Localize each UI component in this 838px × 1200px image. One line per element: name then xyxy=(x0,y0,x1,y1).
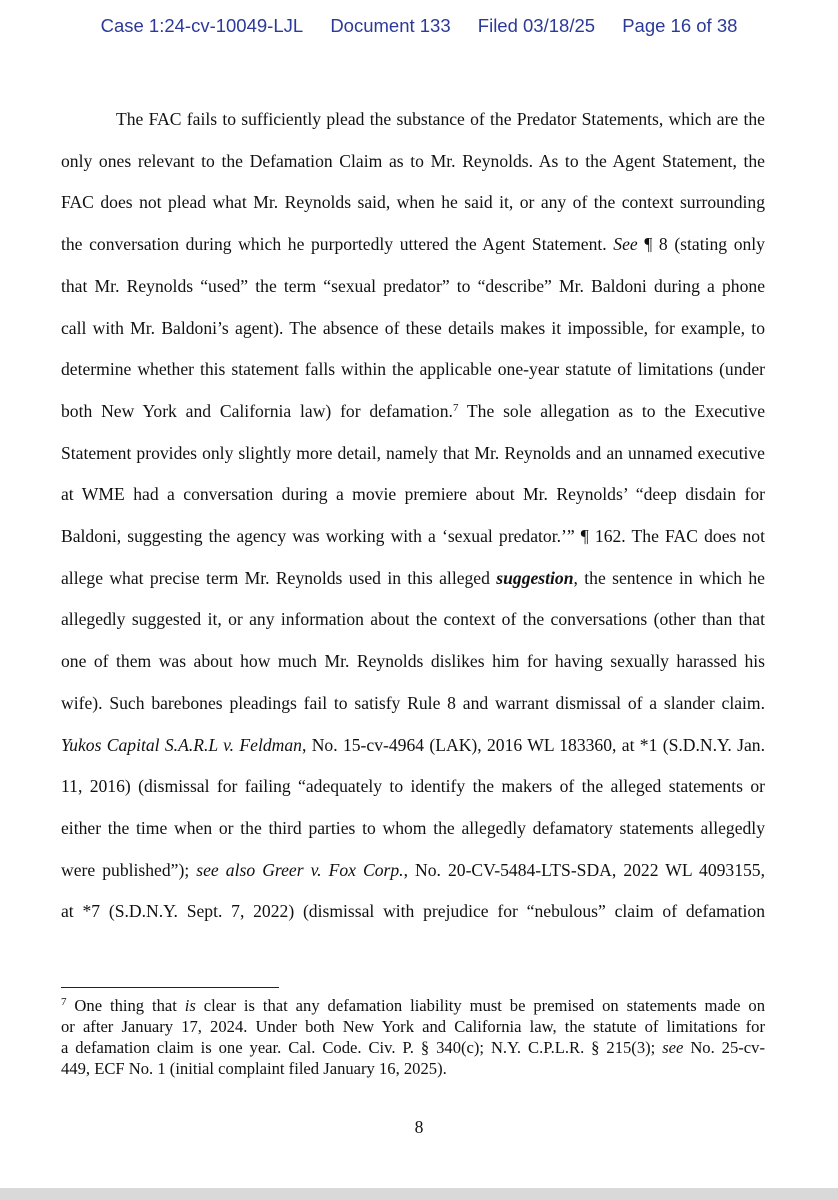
body-line xyxy=(61,775,765,797)
footnote-rule xyxy=(61,987,279,988)
text-run: ¶ 8 (stating only xyxy=(637,234,765,255)
page-indicator: Page 16 of 38 xyxy=(622,15,738,36)
text-run: at *7 (S.D.N.Y. Sept. 7, 2022) (dismissal with prejudice for “nebulous” claim of defamation xyxy=(61,901,765,922)
footnote-line xyxy=(61,1059,765,1079)
text-run: allegedly suggested it, or any information about the context of the conversations (other than that xyxy=(61,609,765,630)
text-run: clear is that any defamation liability must be premised on statements made on xyxy=(195,996,765,1015)
body-line xyxy=(61,358,765,380)
body-line xyxy=(61,567,765,589)
body-line xyxy=(61,650,765,672)
footnote-line xyxy=(61,1038,765,1058)
text-run: a defamation claim is one year. Cal. Code. Civ. P. § 340(c); N.Y. C.P.L.R. § 215(3); xyxy=(61,1038,663,1057)
text-run: is xyxy=(184,996,196,1015)
document-number: Document 133 xyxy=(330,15,451,36)
text-run: see also Greer v. Fox Corp. xyxy=(196,859,404,880)
text-run: at WME had a conversation during a movie premiere about Mr. Reynolds’ “deep disdain for xyxy=(61,484,765,505)
text-run: that Mr. Reynolds “used” the term “sexual predator” to “describe” Mr. Baldoni during a phone xyxy=(61,275,765,296)
filed-date: Filed 03/18/25 xyxy=(477,15,596,36)
text-run: see xyxy=(662,1038,684,1057)
body-line xyxy=(61,400,765,422)
body-line xyxy=(61,191,765,213)
text-run: One thing that xyxy=(66,996,185,1015)
text-run: , No. 15-cv-4964 (LAK), 2016 WL 183360, at *1 (S.D.N.Y. Jan. xyxy=(301,734,766,755)
text-run: FAC does not plead what Mr. Reynolds said, when he said it, or any of the context surrounding xyxy=(61,192,765,213)
text-run: Yukos Capital S.A.R.L v. Feldman xyxy=(61,734,302,755)
footnote-marker: 7 xyxy=(61,996,67,1008)
text-run: Statement provides only slightly more detail, namely that Mr. Reynolds and an unnamed executive xyxy=(61,442,765,463)
text-run: the conversation during which he purportedly uttered the Agent Statement. xyxy=(61,234,614,255)
text-run: allege what precise term Mr. Reynolds used in this alleged xyxy=(61,567,497,588)
case-number: Case 1:24-cv-10049-LJL xyxy=(100,15,304,36)
text-run: 11, 2016) (dismissal for failing “adequately to identify the makers of the alleged statements or xyxy=(61,776,765,797)
body-line xyxy=(116,108,765,130)
text-run: both New York and California law) for defamation. xyxy=(61,400,453,421)
body-line xyxy=(61,483,765,505)
footnote-line xyxy=(61,1017,765,1037)
filing-header xyxy=(0,15,838,37)
body-line xyxy=(61,817,765,839)
body-line xyxy=(61,608,765,630)
text-run: 449, ECF No. 1 (initial complaint filed January 16, 2025). xyxy=(61,1059,447,1078)
text-run: Baldoni, suggesting the agency was working with a ‘sexual predator.’” ¶ 162. The FAC does not xyxy=(61,526,765,546)
text-run: wife). Such barebones pleadings fail to satisfy Rule 8 and warrant dismissal of a slander claim. xyxy=(61,692,765,713)
text-run: determine whether this statement falls within the applicable one-year statute of limitations (under xyxy=(61,359,765,380)
body-line xyxy=(61,900,765,922)
text-run: The FAC fails to sufficiently plead the substance of the Predator Statements, which are the xyxy=(116,109,765,129)
footnote-marker: 7 xyxy=(452,401,459,414)
body-line xyxy=(61,233,765,255)
text-run: were published”); xyxy=(61,859,197,880)
text-run: call with Mr. Baldoni’s agent). The absence of these details makes it impossible, for example, to xyxy=(61,317,765,338)
text-run: only ones relevant to the Defamation Claim as to Mr. Reynolds. As to the Agent Statement, the xyxy=(61,150,765,171)
body-line xyxy=(61,525,765,547)
text-run: , the sentence in which he xyxy=(573,567,765,588)
text-run: No. 25-cv- xyxy=(683,1038,765,1057)
page-number: 8 xyxy=(414,1117,424,1137)
body-line xyxy=(61,442,765,464)
text-run: See xyxy=(613,234,638,255)
viewer-bottom-edge xyxy=(0,1188,838,1200)
body-line xyxy=(61,859,765,881)
body-line xyxy=(61,275,765,297)
footnote-line xyxy=(61,996,765,1016)
body-line xyxy=(61,734,765,756)
text-run: suggestion xyxy=(496,567,574,588)
text-run: either the time when or the third parties to whom the allegedly defamatory statements allegedly xyxy=(61,817,765,838)
text-run: , No. 20-CV-5484-LTS-SDA, 2022 WL 4093155, xyxy=(403,859,765,880)
body-line xyxy=(61,150,765,172)
text-run: or after January 17, 2024. Under both New York and California law, the statute of limitations for xyxy=(61,1017,765,1036)
body-line xyxy=(61,692,765,714)
text-run: one of them was about how much Mr. Reynolds dislikes him for having sexually harassed his xyxy=(61,651,765,672)
text-run: The sole allegation as to the Executive xyxy=(458,400,765,421)
body-line xyxy=(61,317,765,339)
